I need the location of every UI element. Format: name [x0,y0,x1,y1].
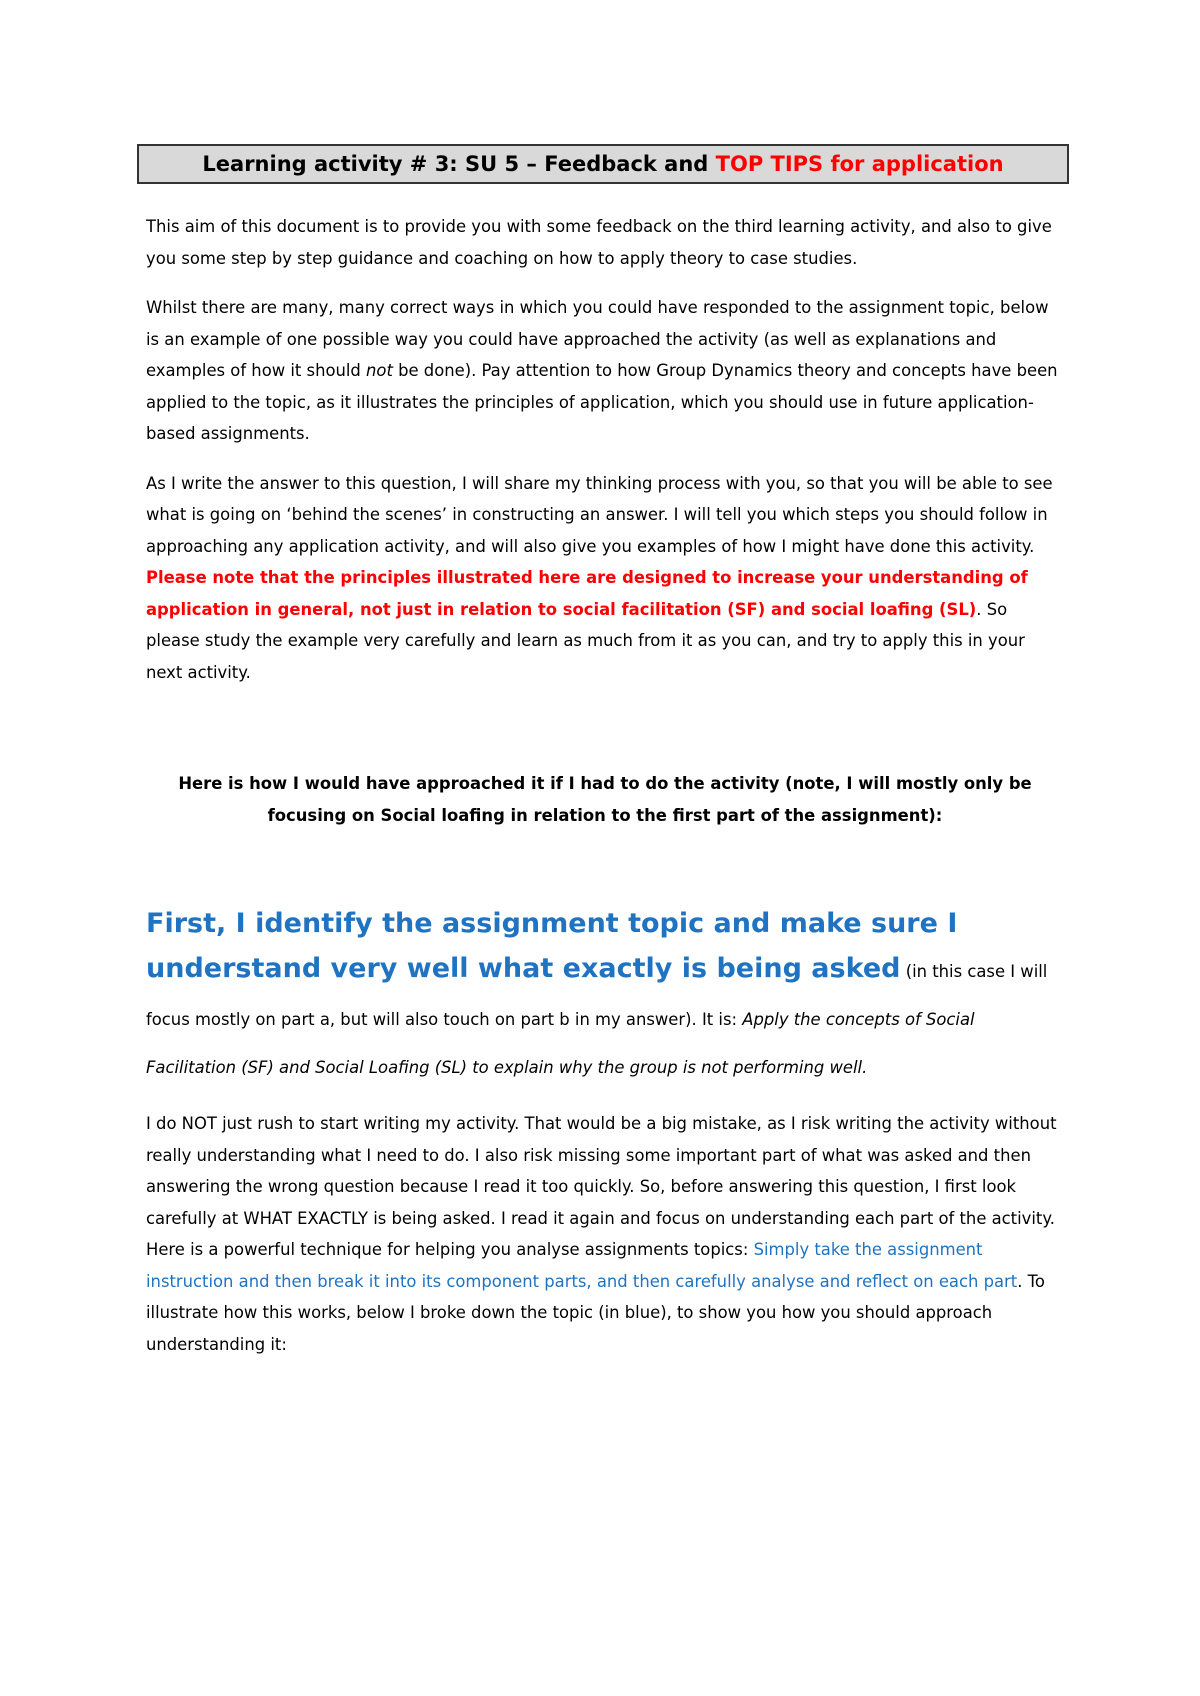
thinking-text-1: As I write the answer to this question, I will share my thinking process with you, so that you will be able to see what is going on ‘behind the scenes’ in constructing an answer. I will tell you which steps you should follow in approaching any application activity, and will also give you examples of how I might have done this activity. [146,473,1053,556]
section-heading-text: First, I identify the assignment topic and make sure I understand very well what exactly is being asked [146,908,958,984]
principles-note: Please note that the principles illustrated here are designed to increase your understanding of application in general, not just in relation to social facilitation (SF) and social loafing (SL) [146,568,1028,619]
assignment-topic: Apply the concepts of Social Facilitation (SF) and Social Loafing (SL) to explain why the group is not performing well. [146,1010,975,1077]
title-highlight: TOP TIPS for application [715,152,1004,176]
section-it-is: It is: [701,1010,738,1029]
approach-emphasis: not [366,361,393,380]
title-text: Learning activity # 3: SU 5 – Feedback and [202,152,716,176]
section-heading-tail: (in this case I will focus mostly on part a, but will also touch on part b in my answer). [146,962,1048,1029]
approach-paragraph [146,292,1064,450]
intro-paragraph: This aim of this document is to provide you with some feedback on the third learning activity, and also to give you some step by step guidance and coaching on how to apply theory to case studies. [146,217,1052,268]
section-heading [146,901,1064,1090]
technique-text-1: I do NOT just rush to start writing my activity. That would be a big mistake, as I risk writing the activity without really understanding what I need to do. I also risk missing some important part of what was asked and then answering the wrong question because I read it too quickly. So, before answering this question, I first look carefully at WHAT EXACTLY is being asked. I read it again and focus on understanding each part of the activity. Here is a powerful technique for helping you analyse assignments topics: [146,1114,1057,1259]
technique-highlight: Simply take the assignment instruction and then break it into its component parts, and then carefully analyse and reflect on each part [146,1240,1018,1291]
document-title [137,144,1069,184]
thinking-text-2: . So please study the example very carefully and learn as much from it as you can, and try to apply this in your next activity. [146,599,1025,682]
approach-text-1: Whilst there are many, many correct ways in which you could have responded to the assignment topic, below is an example of one possible way you could have approached the activity (as well as explanations and examples of how it should [146,298,1049,380]
technique-text-2: . To illustrate how this works, below I broke down the topic (in blue), to show you how you should approach understanding it: [146,1271,1045,1354]
document-body [146,211,1064,1360]
technique-paragraph [146,1108,1064,1360]
thinking-paragraph [146,468,1064,689]
approach-heading: Here is how I would have approached it if I had to do the activity (note, I will mostly only be focusing on Social loafing in relation to the first part of the assignment): [178,774,1032,825]
approach-text-2: be done). Pay attention to how Group Dynamics theory and concepts have been applied to the topic, as it illustrates the principles of application, which you should use in future application-based assignments. [146,361,1058,443]
